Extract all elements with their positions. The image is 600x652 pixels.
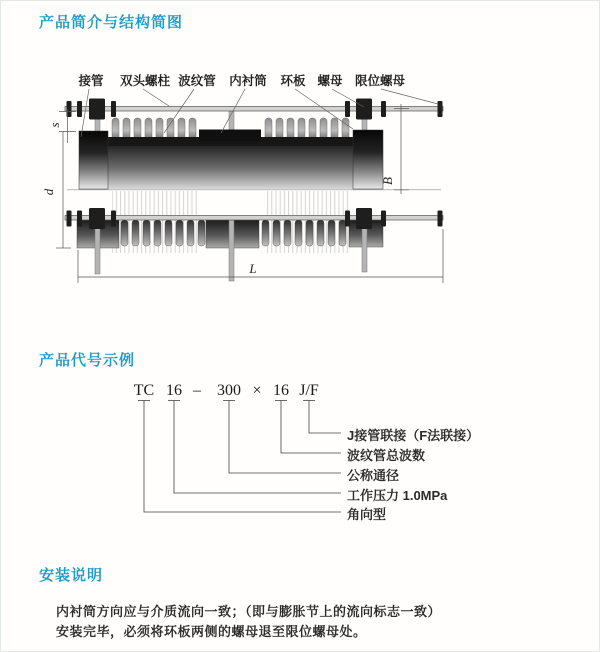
dim-B <box>394 104 409 194</box>
callout-diameter: 公称通径 <box>347 468 400 483</box>
inner-liner-band <box>199 130 261 142</box>
code-part-diameter: 300 <box>217 382 241 399</box>
part-label-shuangtou: 双头螺柱 <box>119 74 171 88</box>
code-part-type: TC <box>133 382 155 399</box>
callout-pressure: 工作压力 1.0MPa <box>347 488 448 503</box>
callout-type: 角向型 <box>347 507 387 522</box>
part-label-huanban: 环板 <box>280 74 306 88</box>
dim-s-label: s <box>47 122 62 128</box>
code-callout-lines <box>131 397 346 517</box>
part-label-xianwei: 限位螺母 <box>354 74 406 88</box>
callout-connection: J接管联接（F法联接） <box>347 428 480 443</box>
part-label-neichentong: 内衬筒 <box>229 74 267 88</box>
code-part-pressure: 16 <box>166 382 182 399</box>
part-label-luomu: 螺母 <box>317 74 343 88</box>
code-part-waves: 16 <box>273 382 289 399</box>
section-title-code: 产品代号示例 <box>39 352 136 369</box>
end-collar-right <box>353 130 383 189</box>
code-part-conn: J/F <box>299 382 319 399</box>
end-collar-left <box>79 131 108 189</box>
install-note-line2: 安装完毕，必须将环板两侧的螺母退至限位螺母处。 <box>56 624 367 639</box>
part-label-jieguan: 接管 <box>78 74 104 88</box>
section-title-intro: 产品简介与结构简图 <box>39 14 184 31</box>
code-part-times: × <box>252 382 262 399</box>
callout-wave-count: 波纹管总波数 <box>347 448 426 463</box>
section-title-install: 安装说明 <box>39 567 104 584</box>
code-part-dash: – <box>193 382 201 399</box>
install-note-line1: 内衬筒方向应与介质流向一致；（即与膨胀节上的流向标志一致） <box>56 604 442 619</box>
dim-L-label: L <box>249 261 257 276</box>
dim-d-label: d <box>41 188 56 196</box>
part-label-bowenguan: 波纹管 <box>178 74 216 88</box>
expansion-joint-diagram <box>31 69 461 296</box>
dim-B-label: B <box>380 177 395 185</box>
